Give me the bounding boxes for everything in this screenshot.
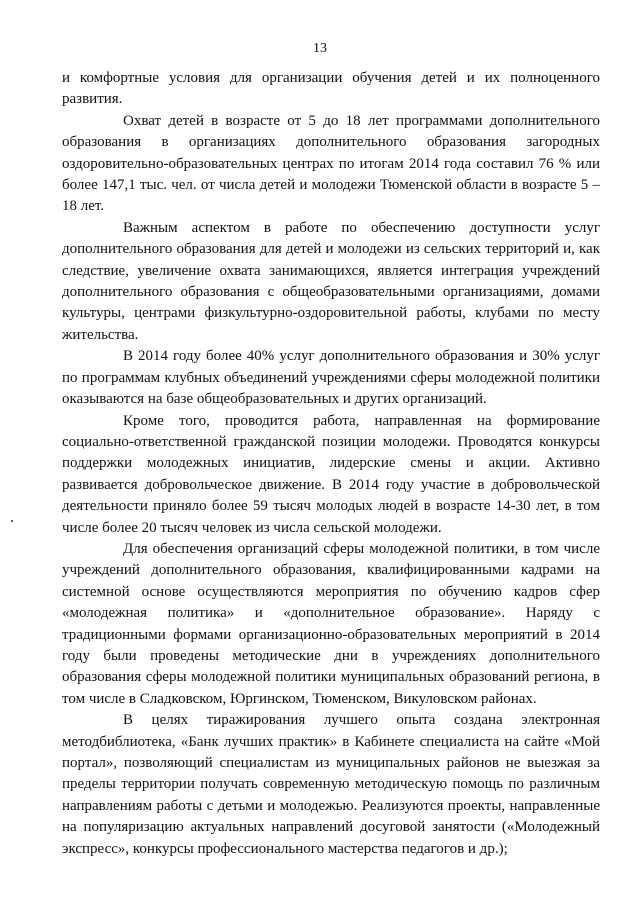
paragraph-rural-access: Важным аспектом в работе по обеспечению доступности услуг дополнительного образования для детей и молодежи из сельских территорий и, как следствие, увеличение охвата занимающихся, является интеграция учреждений дополнительного образования с общеобразовательными организациями, домами культуры, центрами физкультурно-оздоровительной работы, клубами по месту жительства. — [62, 219, 600, 343]
paragraph-2014-services: В 2014 году более 40% услуг дополнительного образования и 30% услуг по программам клубных объединений учреждениями сферы молодежной политики оказываются на базе общеобразовательных и других организаций. — [62, 348, 600, 408]
paragraph-staff-training: Для обеспечения организаций сферы молодежной политики, в том числе учреждений дополнительного образования, квалифицированными кадрами на системной основе осуществляются мероприятия по обучению кадров сфер «молодежная политика» и «дополнительное образование». Наряду с традиционными формами организационно-образовательных мероприятий в 2014 году были проведены методические дни в учреждениях дополнительного образования сферы молодежной политики муниципальных образований региона, в том числе в Сладковском, Юргинском, Тюменском, Викуловском районах. — [62, 540, 600, 707]
paragraph-civic-position: Кроме того, проводится работа, направленная на формирование социально-ответственной гражданской позиции молодежи. Проводятся конкурсы поддержки молодежных инициатив, лидерские смены и акции. Активно развивается добровольческое движение. В 2014 году участие в добровольческой деятельности приняло более 59 тысяч молодых людей в возрасте 14-30 лет, в том числе более 20 тысяч человек из числа сельской молодежи. — [62, 412, 600, 536]
scan-artifact-mark — [11, 520, 13, 522]
page-number: 13 — [313, 41, 327, 56]
document-body — [62, 68, 600, 860]
paragraph-continuation: и комфортные условия для организации обучения детей и их полноценного развития. — [62, 70, 600, 108]
paragraph-methodical-library: В целях тиражирования лучшего опыта создана электронная методбиблиотека, «Банк лучших практик» в Кабинете специалиста на сайте «Мой портал», позволяющий специалистам из муниципальных районов не выезжая за пределы территории получать современную методическую помощь по различным направлениям работы с детьми и молодежью. Реализуются проекты, направленные на популяризацию актуальных направлений досуговой занятости («Молодежный экспресс», конкурсы профессионального мастерства педагогов и др.); — [62, 712, 600, 857]
paragraph-coverage: Охват детей в возрасте от 5 до 18 лет программами дополнительного образования в организациях дополнительного образования загородных оздоровительно-образовательных центрах по итогам 2014 года составил 76 % или более 147,1 тыс. чел. от числа детей и молодежи Тюменской области в возрасте 5 – 18 лет. — [62, 112, 600, 215]
